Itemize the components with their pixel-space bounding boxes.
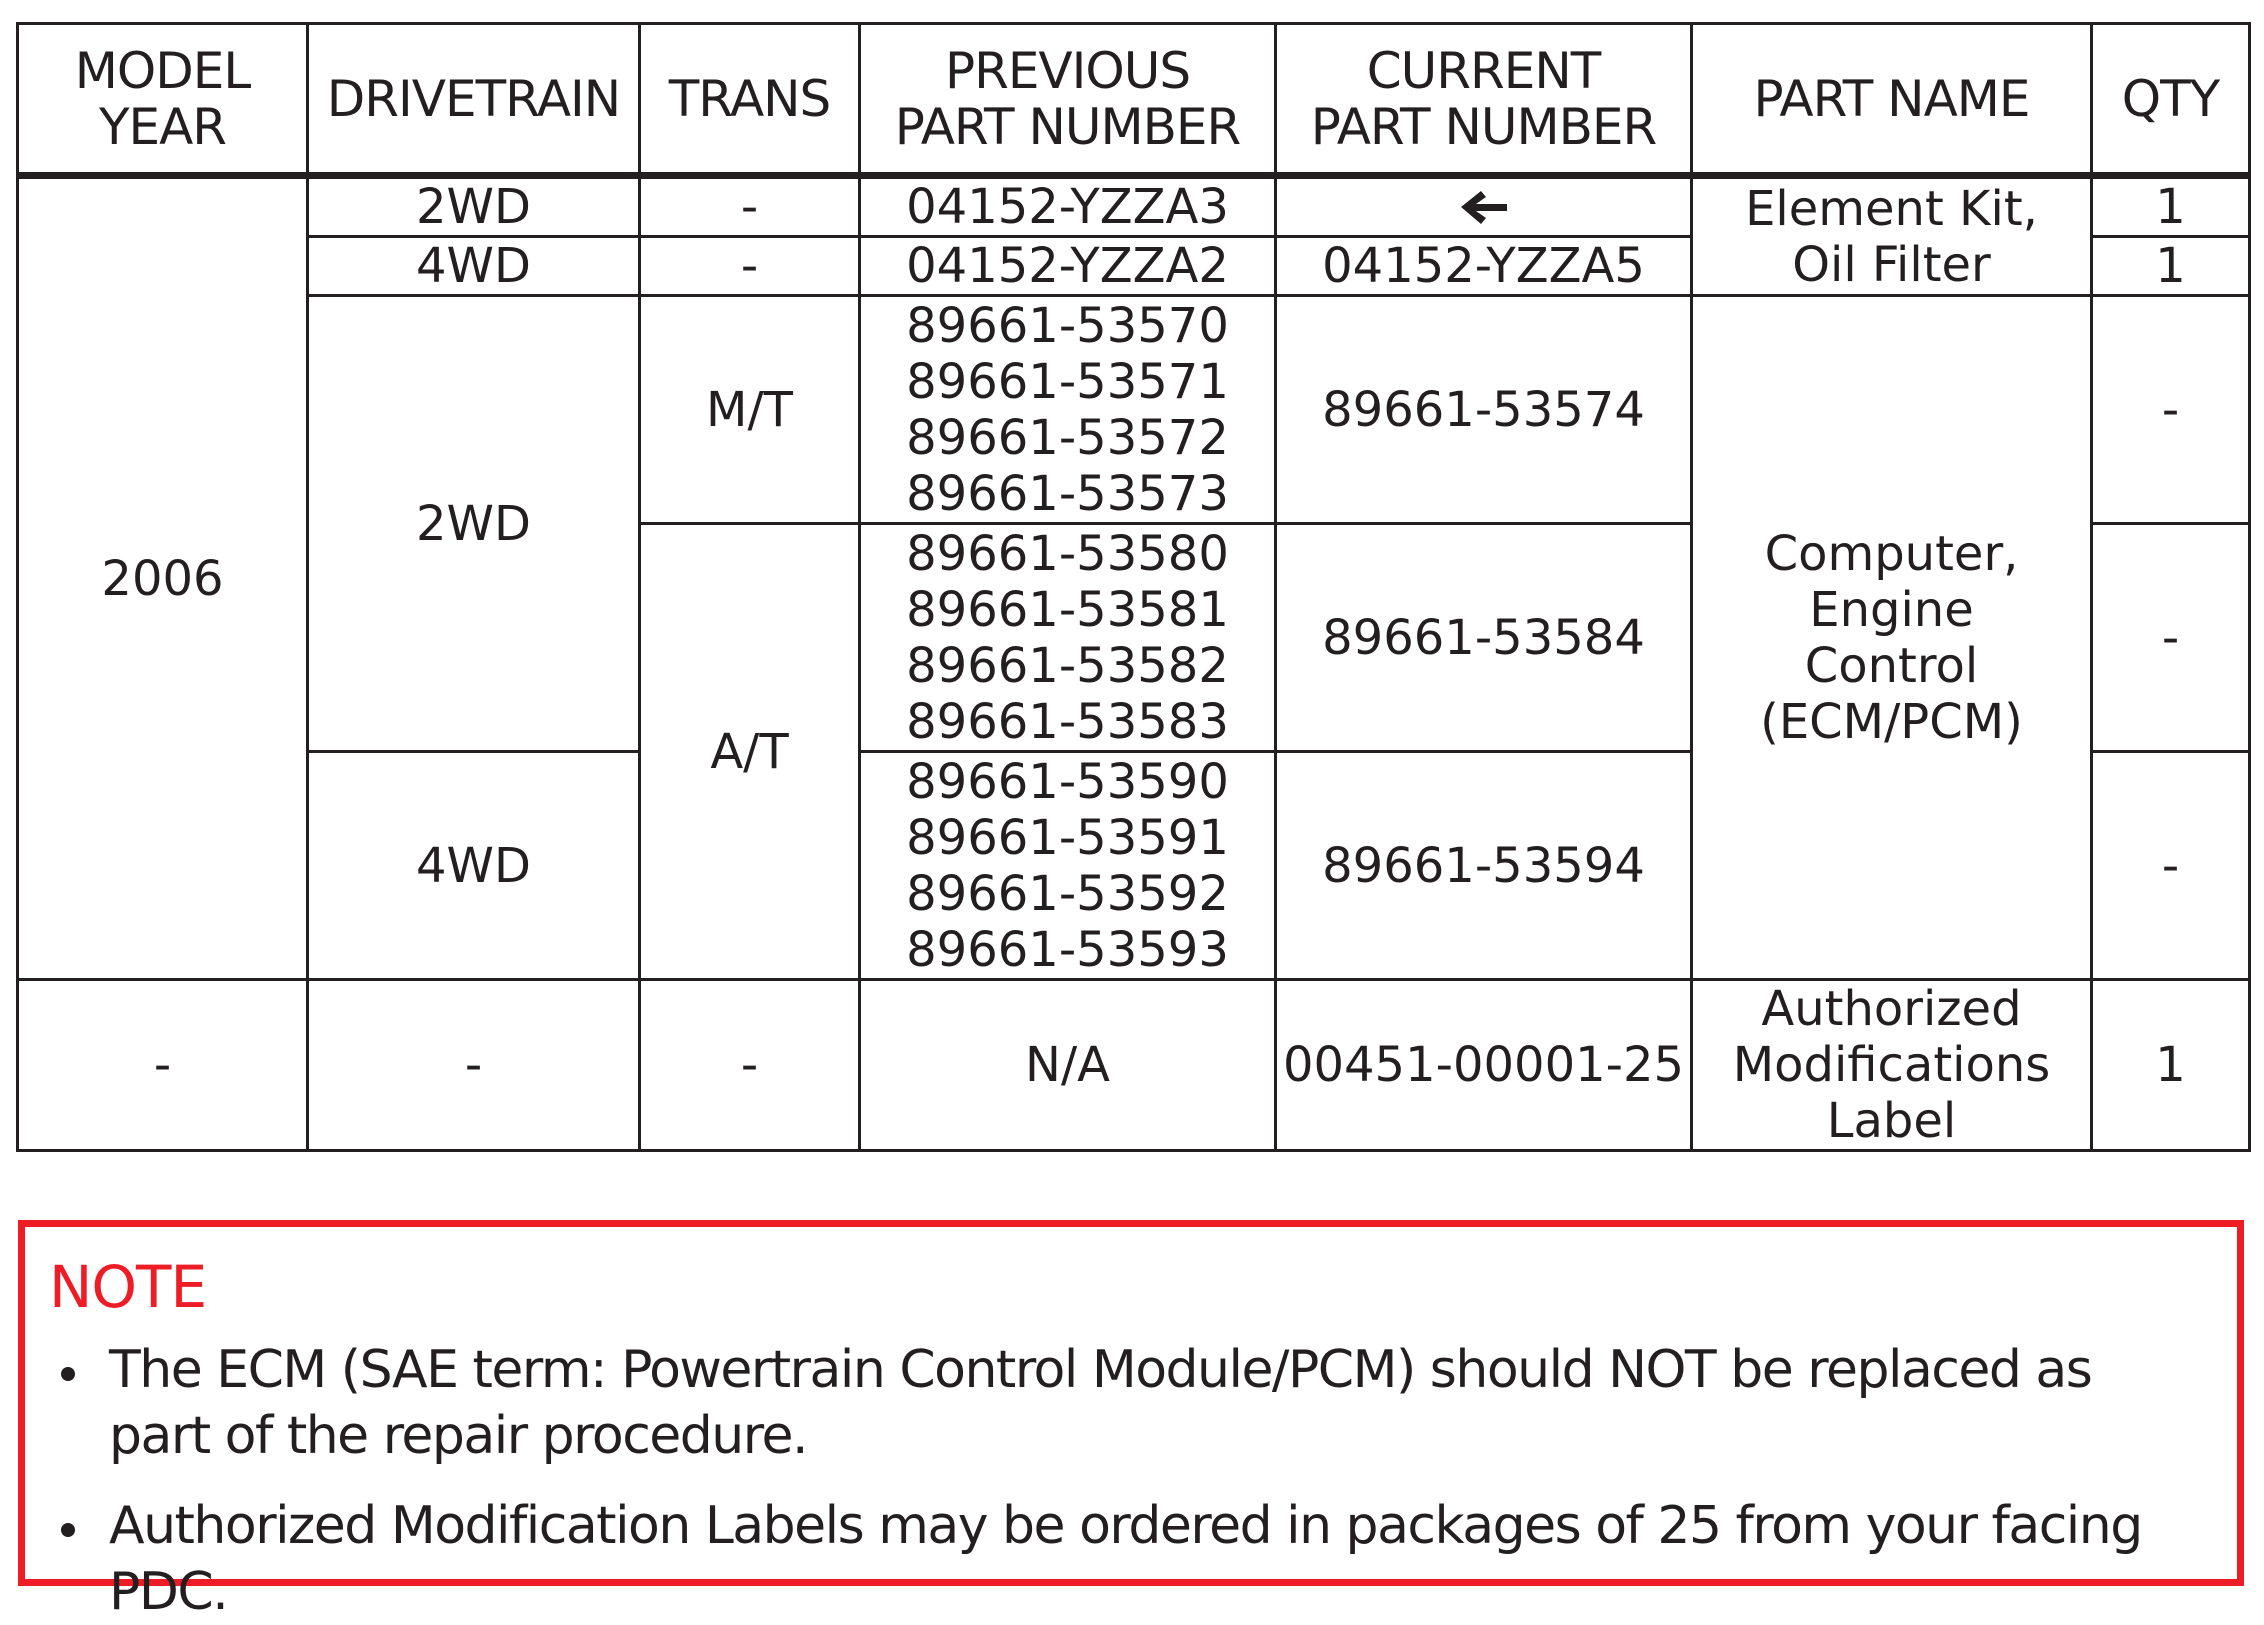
previous-part-cell: 89661-53570 89661-53571 89661-53572 89661-53573 (860, 296, 1276, 524)
trans-cell: A/T (640, 524, 860, 980)
header-row (18, 24, 2250, 176)
model-year-cell: 2006 (18, 176, 308, 980)
header-drivetrain: DRIVETRAIN (308, 24, 640, 176)
current-part-cell: 04152-YZZA5 (1276, 237, 1692, 296)
table-row-modification-label (18, 980, 2250, 1151)
model-year-cell: - (18, 980, 308, 1151)
parts-table (16, 22, 2251, 1152)
bullet-icon (61, 1523, 75, 1537)
drivetrain-cell: 4WD (308, 237, 640, 296)
note-list (49, 1337, 2207, 1625)
qty-cell: - (2092, 524, 2250, 752)
previous-part-cell: 89661-53580 89661-53581 89661-53582 89661-53583 (860, 524, 1276, 752)
trans-cell: - (640, 237, 860, 296)
qty-cell: 1 (2092, 176, 2250, 237)
drivetrain-cell: 4WD (308, 752, 640, 980)
qty-cell: 1 (2092, 980, 2250, 1151)
previous-part-cell: 04152-YZZA2 (860, 237, 1276, 296)
header-qty: QTY (2092, 24, 2250, 176)
part-name-cell: Element Kit, Oil Filter (1692, 176, 2092, 296)
header-current-part-number: CURRENT PART NUMBER (1276, 24, 1692, 176)
note-item (49, 1337, 2207, 1469)
note-item-text: Authorized Modification Labels may be ordered in packages of 25 from your facing PDC. (109, 1496, 2142, 1622)
qty-cell: - (2092, 296, 2250, 524)
note-title: NOTE (49, 1253, 207, 1321)
qty-cell: - (2092, 752, 2250, 980)
current-part-cell: 00451-00001-25 (1276, 980, 1692, 1151)
trans-cell: - (640, 980, 860, 1151)
current-part-cell (1276, 176, 1692, 237)
header-part-name: PART NAME (1692, 24, 2092, 176)
drivetrain-cell: 2WD (308, 176, 640, 237)
previous-part-cell: 89661-53590 89661-53591 89661-53592 89661-53593 (860, 752, 1276, 980)
trans-cell: - (640, 176, 860, 237)
current-part-cell: 89661-53594 (1276, 752, 1692, 980)
left-arrow-icon (1459, 188, 1509, 226)
qty-cell: 1 (2092, 237, 2250, 296)
header-trans: TRANS (640, 24, 860, 176)
previous-part-cell: 04152-YZZA3 (860, 176, 1276, 237)
note-item-text: The ECM (SAE term: Powertrain Control Module/PCM) should NOT be replaced as part of the repair procedure. (109, 1340, 2092, 1466)
previous-part-cell: N/A (860, 980, 1276, 1151)
bullet-icon (61, 1367, 75, 1381)
header-previous-part-number: PREVIOUS PART NUMBER (860, 24, 1276, 176)
drivetrain-cell: 2WD (308, 296, 640, 752)
table-row-oil-filter-2wd (18, 176, 2250, 237)
part-name-cell: Computer, Engine Control (ECM/PCM) (1692, 296, 2092, 980)
note-item (49, 1493, 2207, 1625)
note-box (18, 1220, 2244, 1622)
header-model-year: MODEL YEAR (18, 24, 308, 176)
current-part-cell: 89661-53584 (1276, 524, 1692, 752)
table-row-ecm-2wd-mt (18, 296, 2250, 524)
current-part-cell: 89661-53574 (1276, 296, 1692, 524)
part-name-cell: Authorized Modifications Label (1692, 980, 2092, 1151)
trans-cell: M/T (640, 296, 860, 524)
drivetrain-cell: - (308, 980, 640, 1151)
